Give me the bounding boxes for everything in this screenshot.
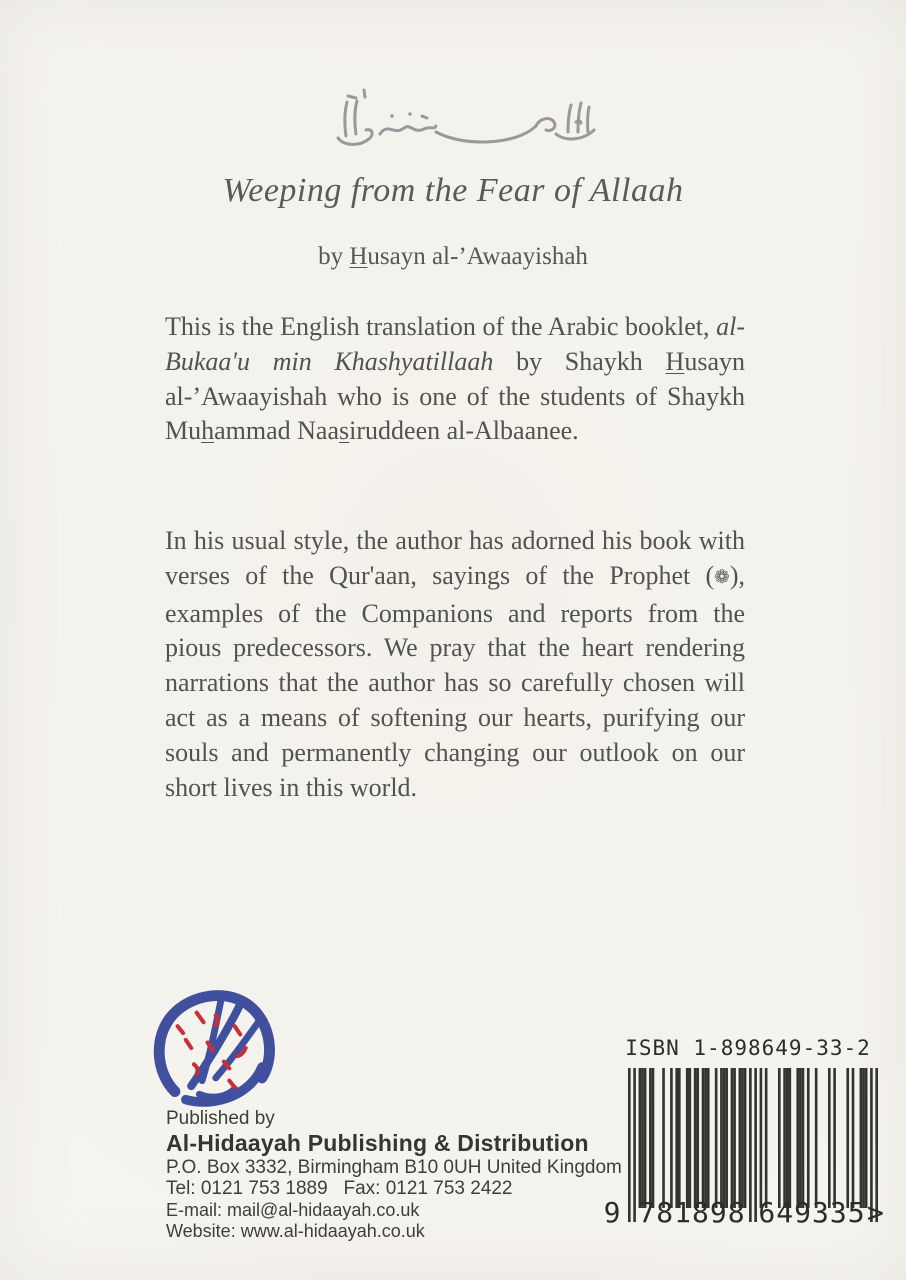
barcode-digits-right: 649335 (758, 1196, 866, 1229)
barcode-digit-lead: 9 (603, 1196, 621, 1229)
arabic-calligraphy-title (330, 86, 602, 162)
isbn-number: ISBN 1-898649-33-2 (625, 1036, 871, 1060)
barcode-digits-left: 781898 (638, 1196, 746, 1229)
description-paragraph-2: In his usual style, the author has adorned his book with verses of the Qur'aan, sayings of the Prophet (❁), examples of the Companions and reports from the pious predecessors. We pray that the heart rendering narrations that the author has so carefully chosen will act as a means of softening our hearts, purifying our souls and permanently changing our outlook on our short lives in this world. (165, 526, 745, 802)
publisher-phone-fax: Tel: 0121 753 1889 Fax: 0121 753 2422 (166, 1178, 513, 1199)
publisher-address: P.O. Box 3332, Birmingham B10 0UH United Kingdom (166, 1156, 622, 1178)
al-hidaayah-logo (141, 980, 285, 1116)
published-by-label: Published by (166, 1108, 275, 1129)
book-title: Weeping from the Fear of Allaah (222, 172, 684, 209)
isbn-barcode-block (598, 1036, 898, 1246)
description-paragraph-1: This is the English translation of the Arabic booklet, al-Bukaa'u min Khashyatillaah by Shaykh Husayn al-’Awaayishah who is one of the students of Shaykh Muhammad Naasiruddeen al-Albaanee. (165, 312, 745, 446)
barcode-trailer: > (867, 1196, 884, 1229)
publisher-website: Website: www.al-hidaayah.co.uk (166, 1221, 425, 1241)
byline: by Husayn al-’Awaayishah (318, 243, 588, 270)
publisher-info (166, 1108, 636, 1243)
publisher-name: Al-Hidaayah Publishing & Distribution (166, 1129, 589, 1156)
publisher-email: E-mail: mail@al-hidaayah.co.uk (166, 1199, 420, 1220)
